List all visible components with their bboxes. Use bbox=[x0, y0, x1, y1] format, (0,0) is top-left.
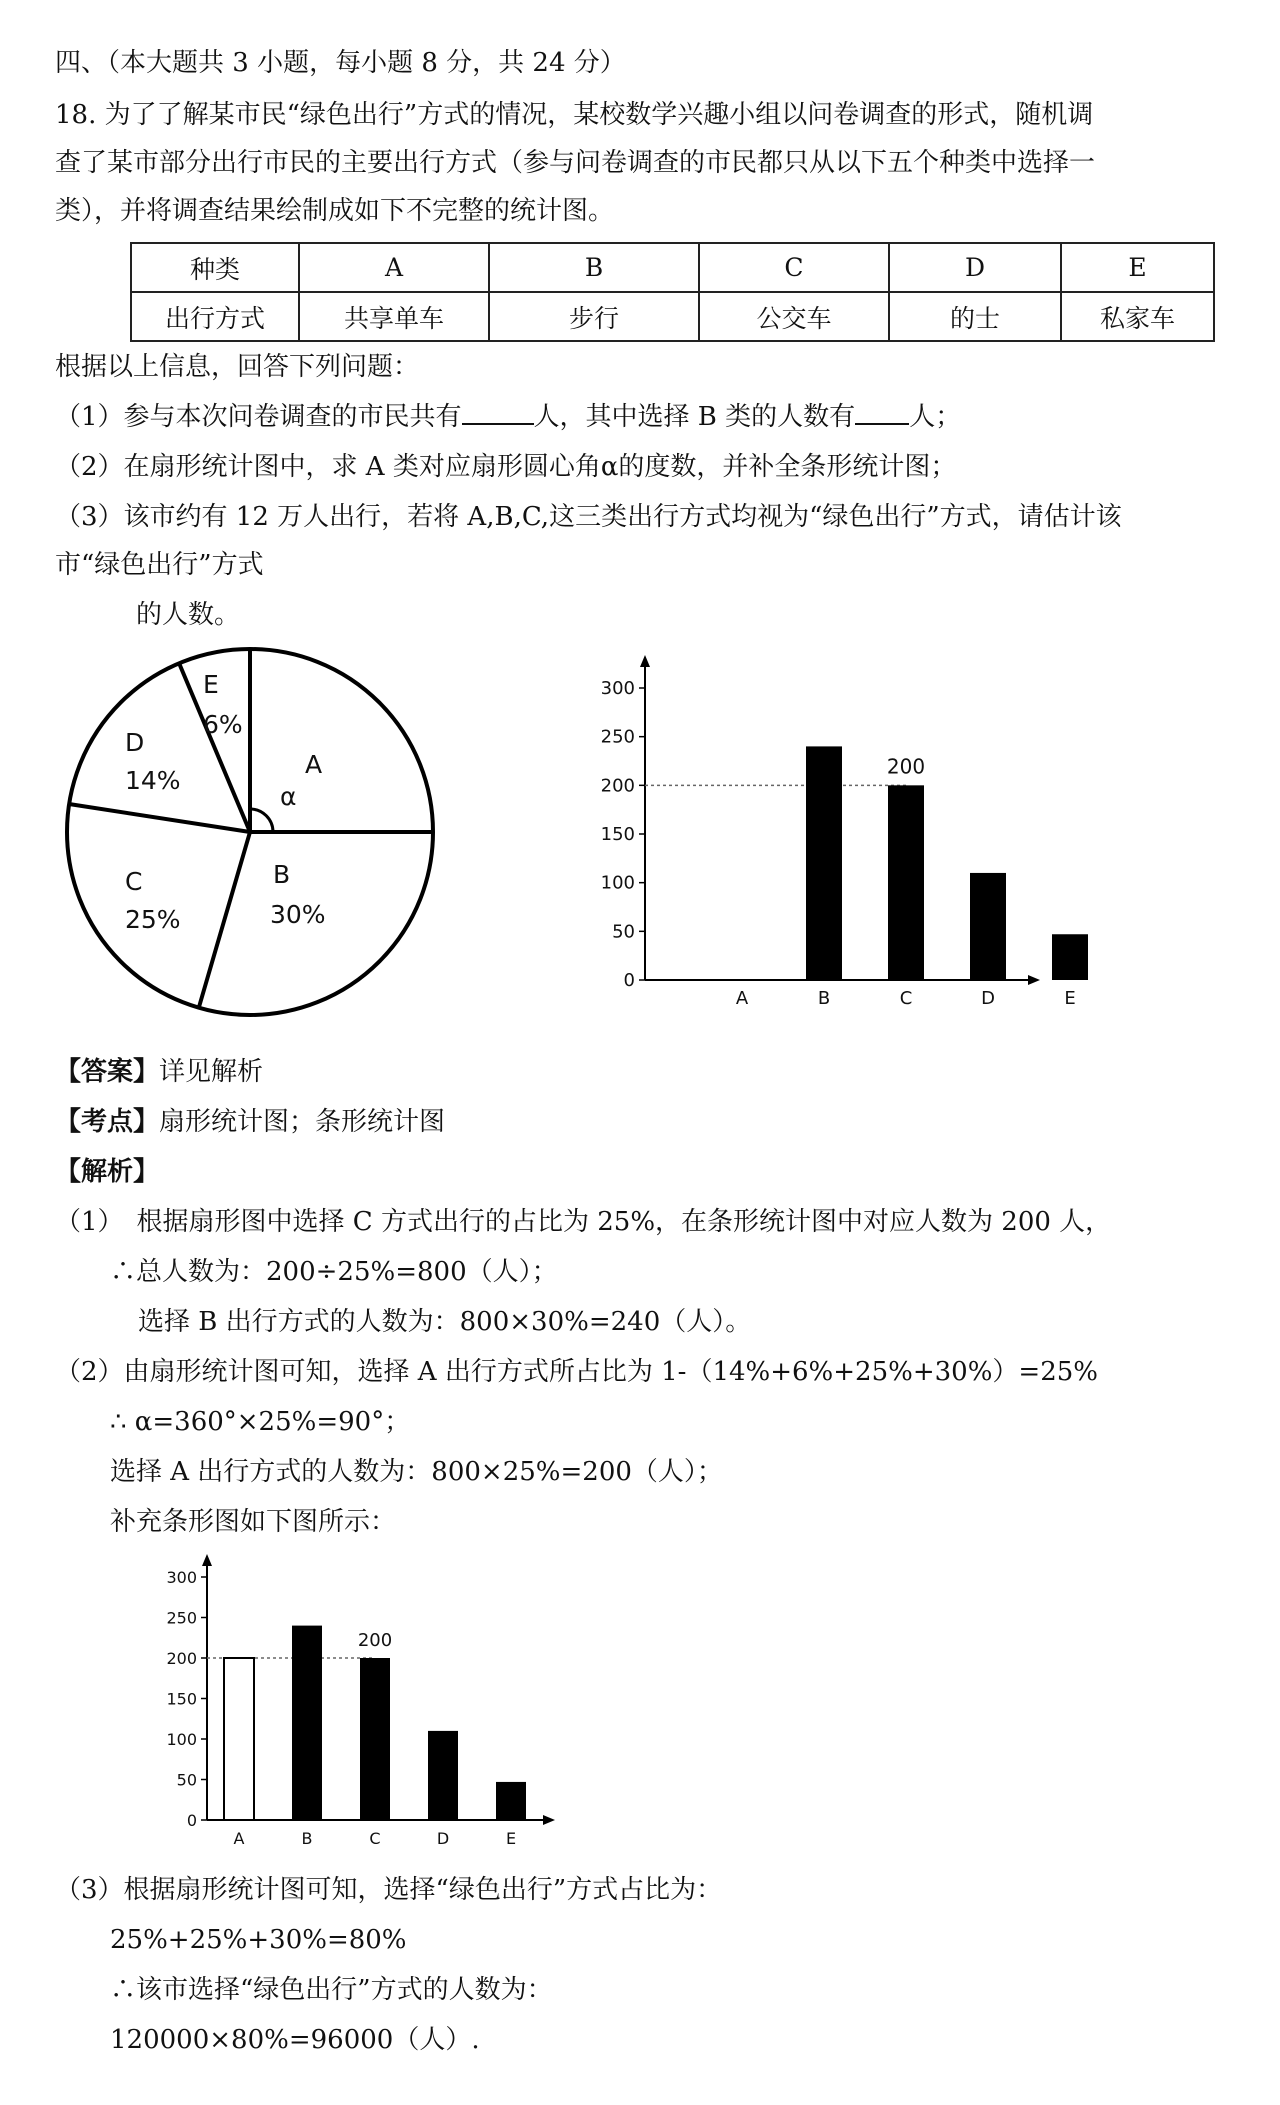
answer-blank bbox=[855, 401, 909, 425]
analysis-line: ∴总人数为：200÷25%=800（人）； bbox=[110, 1257, 558, 1287]
data-label-c: 200 bbox=[357, 1630, 393, 1651]
pie-percent-d: 14% bbox=[125, 766, 181, 795]
problem-intro-line: 查了某市部分出行市民的主要出行方式（参与问卷调查的市民都只从以下五个种类中选择一 bbox=[55, 148, 1096, 178]
table-cell: 私家车 bbox=[1061, 292, 1214, 341]
table-cell: 的士 bbox=[889, 292, 1061, 341]
analysis-line: 120000×80%=96000（人）. bbox=[110, 2025, 480, 2055]
pie-divider bbox=[199, 832, 250, 1007]
data-label-c: 200 bbox=[886, 754, 926, 779]
pie-percent-e: 6% bbox=[203, 710, 243, 739]
y-tick-label: 300 bbox=[166, 1568, 197, 1587]
bar-e bbox=[1052, 934, 1088, 980]
problem-intro-line: 类），并将调查结果绘制成如下不完整的统计图。 bbox=[55, 196, 615, 226]
bar-chart-original bbox=[580, 645, 1076, 1009]
bar-c bbox=[888, 785, 924, 980]
y-tick-label: 200 bbox=[600, 775, 635, 797]
y-tick-label: 200 bbox=[166, 1649, 197, 1668]
bar-a bbox=[224, 1658, 254, 1820]
question-1-part: 人； bbox=[909, 402, 962, 432]
x-tick-label: D bbox=[981, 988, 995, 1009]
table-cell: A bbox=[299, 243, 489, 292]
pie-percent-c: 25% bbox=[125, 905, 181, 934]
answer-text: 详见解析 bbox=[159, 1057, 264, 1087]
x-tick-label: C bbox=[369, 1829, 381, 1848]
question-lead: 根据以上信息，回答下列问题： bbox=[55, 352, 420, 382]
answer-row bbox=[55, 1055, 263, 1089]
question-3-line: 的人数。 bbox=[136, 600, 241, 630]
analysis-line: ∴ α=360°×25%=90°； bbox=[110, 1407, 411, 1437]
x-tick-label: E bbox=[1064, 988, 1076, 1009]
topic-tag: 【考点】 bbox=[55, 1107, 160, 1137]
bar-c bbox=[360, 1658, 390, 1820]
x-tick-label: E bbox=[505, 1829, 517, 1848]
analysis-line: （1） 根据扇形图中选择 C 方式出行的占比为 25%，在条形统计图中对应人数为 200 人， bbox=[55, 1207, 1112, 1237]
analysis-line: ∴该市选择“绿色出行”方式的人数为： bbox=[110, 1975, 553, 2005]
analysis-line: （2）由扇形统计图可知，选择 A 出行方式所占比为 1-（14%+6%+25%+30%）=25% bbox=[55, 1357, 1098, 1387]
pie-alpha-label: α bbox=[280, 782, 297, 811]
topic-text: 扇形统计图；条形统计图 bbox=[159, 1107, 446, 1137]
category-table bbox=[130, 242, 1215, 342]
analysis-line: 选择 B 出行方式的人数为：800×30%=240（人）。 bbox=[138, 1307, 752, 1337]
y-tick-label: 50 bbox=[176, 1770, 197, 1790]
y-tick-label: 300 bbox=[600, 678, 635, 699]
pie-percent-b: 30% bbox=[270, 900, 326, 929]
bar-b bbox=[292, 1626, 322, 1820]
y-tick-label: 0 bbox=[623, 970, 635, 991]
y-tick-label: 250 bbox=[166, 1608, 197, 1628]
table-cell: 公交车 bbox=[699, 292, 889, 341]
x-tick-label: A bbox=[735, 988, 749, 1009]
table-cell: 种类 bbox=[131, 243, 299, 292]
y-tick-label: 150 bbox=[600, 824, 635, 845]
alpha-arc bbox=[250, 809, 273, 832]
table-cell: 步行 bbox=[489, 292, 699, 341]
table-cell: E bbox=[1061, 243, 1214, 292]
pie-divider bbox=[69, 804, 250, 832]
table-cell: B bbox=[489, 243, 699, 292]
question-3-line: 市“绿色出行”方式 bbox=[55, 550, 264, 580]
bar-d bbox=[970, 873, 1006, 980]
analysis-line: （3）根据扇形统计图可知，选择“绿色出行”方式占比为： bbox=[55, 1875, 723, 1905]
problem-intro-line: 18. 为了了解某市民“绿色出行”方式的情况，某校数学兴趣小组以问卷调查的形式，随机调 bbox=[55, 100, 1094, 130]
section-header: 四、（本大题共 3 小题，每小题 8 分，共 24 分） bbox=[55, 48, 626, 78]
question-3-line: （3）该市约有 12 万人出行，若将 A,B,C,这三类出行方式均视为“绿色出行”方式，请估计该 bbox=[55, 502, 1122, 532]
question-1-part: （1）参与本次问卷调查的市民共有 bbox=[55, 402, 462, 432]
bar-b bbox=[806, 746, 842, 980]
table-cell: C bbox=[699, 243, 889, 292]
table-row bbox=[131, 243, 1214, 292]
pie-label-a: A bbox=[305, 750, 323, 779]
y-tick-label: 50 bbox=[612, 921, 635, 943]
x-tick-label: B bbox=[301, 1829, 313, 1848]
analysis-tag: 【解析】 bbox=[55, 1157, 160, 1187]
bar-chart-completed bbox=[155, 1548, 585, 1848]
x-axis-arrow bbox=[1028, 975, 1040, 985]
question-2: （2）在扇形统计图中，求 A 类对应扇形圆心角α的度数，并补全条形统计图； bbox=[55, 452, 957, 482]
y-tick-label: 100 bbox=[600, 872, 635, 894]
y-tick-label: 150 bbox=[166, 1689, 197, 1709]
y-axis-arrow bbox=[202, 1554, 212, 1566]
x-tick-label: D bbox=[436, 1829, 450, 1848]
y-tick-label: 250 bbox=[600, 726, 635, 748]
pie-label-c: C bbox=[125, 867, 143, 896]
answer-blank bbox=[462, 401, 534, 425]
table-row bbox=[131, 292, 1214, 341]
question-1 bbox=[55, 400, 961, 434]
answer-tag: 【答案】 bbox=[55, 1057, 160, 1087]
table-cell: 出行方式 bbox=[131, 292, 299, 341]
question-1-part: 人，其中选择 B 类的人数有 bbox=[533, 402, 856, 432]
analysis-line: 补充条形图如下图所示： bbox=[110, 1507, 397, 1537]
table-cell: 共享单车 bbox=[299, 292, 489, 341]
bar-d bbox=[428, 1731, 458, 1820]
pie-label-d: D bbox=[125, 728, 145, 757]
pie-label-e: E bbox=[203, 670, 219, 699]
y-tick-label: 0 bbox=[186, 1811, 197, 1830]
x-tick-label: B bbox=[817, 988, 831, 1009]
analysis-line: 25%+25%+30%=80% bbox=[110, 1925, 407, 1955]
pie-chart bbox=[55, 645, 455, 1015]
pie-label-b: B bbox=[273, 860, 291, 889]
bar-e bbox=[496, 1782, 526, 1820]
table-cell: D bbox=[889, 243, 1061, 292]
y-tick-label: 100 bbox=[166, 1730, 197, 1749]
y-axis-arrow bbox=[640, 655, 650, 667]
analysis-line: 选择 A 出行方式的人数为：800×25%=200（人）； bbox=[110, 1457, 723, 1487]
x-tick-label: A bbox=[233, 1829, 245, 1848]
topic-row bbox=[55, 1105, 445, 1139]
x-tick-label: C bbox=[899, 988, 913, 1009]
x-axis-arrow bbox=[543, 1815, 555, 1825]
